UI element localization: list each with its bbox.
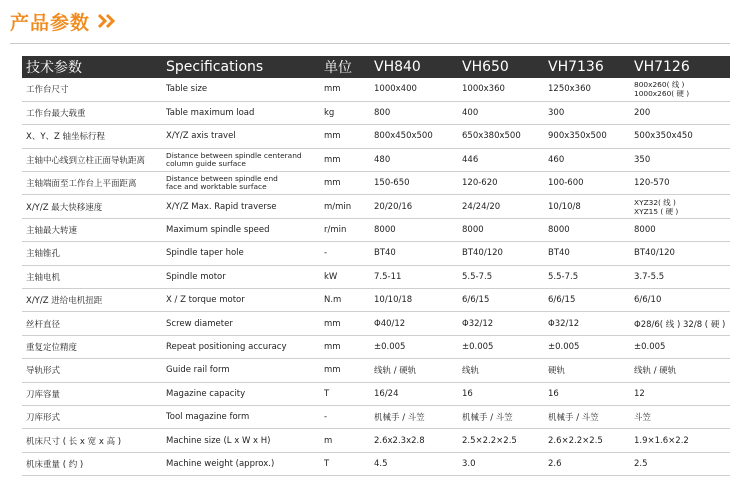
row-value: 100-600 bbox=[544, 172, 630, 195]
spec-table bbox=[22, 56, 730, 476]
table-row bbox=[22, 429, 730, 452]
row-label-en: Table size bbox=[162, 78, 320, 101]
row-value: Φ32/12 bbox=[458, 312, 544, 335]
row-value: 8000 bbox=[630, 218, 730, 241]
row-value: 1000x400 bbox=[370, 78, 458, 101]
row-value: 5.5-7.5 bbox=[458, 265, 544, 288]
row-label-en: X/Y/Z Max. Rapid traverse bbox=[162, 195, 320, 218]
row-label-en: Maximum spindle speed bbox=[162, 218, 320, 241]
row-value: 150-650 bbox=[370, 172, 458, 195]
row-label-cn: 主轴锥孔 bbox=[22, 242, 162, 265]
row-label-en bbox=[162, 148, 320, 171]
row-value bbox=[630, 195, 730, 218]
row-value: 6/6/10 bbox=[630, 289, 730, 312]
row-value: 350 bbox=[630, 148, 730, 171]
row-label-cn: 重复定位精度 bbox=[22, 335, 162, 358]
title-divider bbox=[10, 43, 730, 44]
table-row bbox=[22, 335, 730, 358]
row-unit: mm bbox=[320, 312, 370, 335]
row-value: Φ28/6( 线 ) 32/8 ( 硬 ) bbox=[630, 312, 730, 335]
row-value: 3.0 bbox=[458, 452, 544, 475]
row-value: ±0.005 bbox=[544, 335, 630, 358]
row-label-cn: 丝杆直径 bbox=[22, 312, 162, 335]
row-value: 446 bbox=[458, 148, 544, 171]
row-unit: kW bbox=[320, 265, 370, 288]
table-row bbox=[22, 148, 730, 171]
row-value-line: 800x260( 线 ) bbox=[634, 80, 685, 90]
row-value: 16 bbox=[458, 382, 544, 405]
row-value: 机械手 / 斗笠 bbox=[458, 405, 544, 428]
header-model: VH650 bbox=[458, 56, 544, 78]
header-specifications: Specifications bbox=[162, 56, 320, 78]
row-value: 3.7-5.5 bbox=[630, 265, 730, 288]
table-row bbox=[22, 195, 730, 218]
row-value: 200 bbox=[630, 101, 730, 124]
row-value: 120-570 bbox=[630, 172, 730, 195]
row-value: 400 bbox=[458, 101, 544, 124]
row-value: 10/10/8 bbox=[544, 195, 630, 218]
row-value: 10/10/18 bbox=[370, 289, 458, 312]
row-value: 480 bbox=[370, 148, 458, 171]
row-label-cn: 机床重量 ( 约 ) bbox=[22, 452, 162, 475]
header-model: VH7126 bbox=[630, 56, 730, 78]
row-value: 24/24/20 bbox=[458, 195, 544, 218]
row-unit: kg bbox=[320, 101, 370, 124]
row-value: 2.6×2.2×2.5 bbox=[544, 429, 630, 452]
row-value: 8000 bbox=[544, 218, 630, 241]
table-row bbox=[22, 101, 730, 124]
row-value: BT40 bbox=[544, 242, 630, 265]
row-unit: mm bbox=[320, 148, 370, 171]
row-value: 20/20/16 bbox=[370, 195, 458, 218]
row-value: 2.6x2.3x2.8 bbox=[370, 429, 458, 452]
header-model: VH840 bbox=[370, 56, 458, 78]
row-value: 16/24 bbox=[370, 382, 458, 405]
row-value: 线轨 bbox=[458, 359, 544, 382]
table-row bbox=[22, 452, 730, 475]
row-value: 800 bbox=[370, 101, 458, 124]
row-value: 线轨 / 硬轨 bbox=[370, 359, 458, 382]
row-value bbox=[630, 78, 730, 101]
row-label-en-line: face and worktable surface bbox=[166, 182, 267, 192]
row-unit: m/min bbox=[320, 195, 370, 218]
row-label-cn: X/Y/Z 进给电机扭距 bbox=[22, 289, 162, 312]
table-row bbox=[22, 242, 730, 265]
row-label-en: Table maximum load bbox=[162, 101, 320, 124]
row-unit: mm bbox=[320, 172, 370, 195]
row-unit: T bbox=[320, 382, 370, 405]
row-value: ±0.005 bbox=[458, 335, 544, 358]
row-unit: mm bbox=[320, 359, 370, 382]
row-value-line: XYZ32( 线 ) bbox=[634, 197, 676, 207]
row-value: Φ32/12 bbox=[544, 312, 630, 335]
row-value: 8000 bbox=[370, 218, 458, 241]
row-label-cn: 导轨形式 bbox=[22, 359, 162, 382]
row-value: 8000 bbox=[458, 218, 544, 241]
row-value: 1000x360 bbox=[458, 78, 544, 101]
row-value: 300 bbox=[544, 101, 630, 124]
row-value: 6/6/15 bbox=[458, 289, 544, 312]
row-value: 4.5 bbox=[370, 452, 458, 475]
row-label-cn: 主轴最大转速 bbox=[22, 218, 162, 241]
row-value: 6/6/15 bbox=[544, 289, 630, 312]
table-row bbox=[22, 405, 730, 428]
row-label-en-line: column guide surface bbox=[166, 158, 246, 168]
row-unit: N.m bbox=[320, 289, 370, 312]
header-unit: 单位 bbox=[320, 56, 370, 78]
row-value: Φ40/12 bbox=[370, 312, 458, 335]
row-label-en: X / Z torque motor bbox=[162, 289, 320, 312]
row-label-en bbox=[162, 172, 320, 195]
row-label-cn: 工作台尺寸 bbox=[22, 78, 162, 101]
row-value: 7.5-11 bbox=[370, 265, 458, 288]
table-row bbox=[22, 172, 730, 195]
row-unit: - bbox=[320, 405, 370, 428]
row-label-cn: 刀库容量 bbox=[22, 382, 162, 405]
row-value: 线轨 / 硬轨 bbox=[630, 359, 730, 382]
row-unit: mm bbox=[320, 125, 370, 148]
row-label-en: Repeat positioning accuracy bbox=[162, 335, 320, 358]
row-value: 机械手 / 斗笠 bbox=[544, 405, 630, 428]
row-value: 16 bbox=[544, 382, 630, 405]
row-unit: mm bbox=[320, 78, 370, 101]
table-row bbox=[22, 265, 730, 288]
row-value: 500x350x450 bbox=[630, 125, 730, 148]
row-label-en: Spindle motor bbox=[162, 265, 320, 288]
row-unit: - bbox=[320, 242, 370, 265]
row-value: 硬轨 bbox=[544, 359, 630, 382]
row-value: 900x350x500 bbox=[544, 125, 630, 148]
row-value: 机械手 / 斗笠 bbox=[370, 405, 458, 428]
table-row bbox=[22, 125, 730, 148]
row-value: 650x380x500 bbox=[458, 125, 544, 148]
table-header bbox=[22, 56, 730, 78]
row-unit: mm bbox=[320, 335, 370, 358]
row-label-en: Spindle taper hole bbox=[162, 242, 320, 265]
row-label-cn: X、Y、Z 轴坐标行程 bbox=[22, 125, 162, 148]
row-label-cn: 主轴端面至工作台上平面距离 bbox=[22, 172, 162, 195]
table-row bbox=[22, 218, 730, 241]
row-label-cn: 刀库形式 bbox=[22, 405, 162, 428]
row-label-en-line: Distance between spindle end bbox=[166, 174, 278, 184]
row-value: 2.5×2.2×2.5 bbox=[458, 429, 544, 452]
row-value: 斗笠 bbox=[630, 405, 730, 428]
row-label-en: Machine weight (approx.) bbox=[162, 452, 320, 475]
row-value: 120-620 bbox=[458, 172, 544, 195]
row-label-en: Magazine capacity bbox=[162, 382, 320, 405]
row-value: ±0.005 bbox=[630, 335, 730, 358]
row-label-cn: X/Y/Z 最大快移速度 bbox=[22, 195, 162, 218]
table-row bbox=[22, 359, 730, 382]
row-label-cn: 机床尺寸 ( 长 x 宽 x 高 ) bbox=[22, 429, 162, 452]
row-label-cn: 主轴中心线到立柱正面导轨距离 bbox=[22, 148, 162, 171]
row-value: 2.5 bbox=[630, 452, 730, 475]
row-unit: m bbox=[320, 429, 370, 452]
table-row bbox=[22, 312, 730, 335]
double-chevron-right-icon bbox=[97, 13, 117, 29]
row-value: 12 bbox=[630, 382, 730, 405]
row-value: BT40 bbox=[370, 242, 458, 265]
row-label-en: Screw diameter bbox=[162, 312, 320, 335]
table-row bbox=[22, 289, 730, 312]
row-value: 800x450x500 bbox=[370, 125, 458, 148]
row-value: 1.9×1.6×2.2 bbox=[630, 429, 730, 452]
row-label-en: Guide rail form bbox=[162, 359, 320, 382]
row-unit: T bbox=[320, 452, 370, 475]
header-model: VH7136 bbox=[544, 56, 630, 78]
row-label-en: Machine size (L x W x H) bbox=[162, 429, 320, 452]
row-label-cn: 工作台最大载重 bbox=[22, 101, 162, 124]
table-row bbox=[22, 78, 730, 101]
row-value: BT40/120 bbox=[458, 242, 544, 265]
row-label-en: Tool magazine form bbox=[162, 405, 320, 428]
header-item: 技术参数 bbox=[22, 56, 162, 78]
row-value: 5.5-7.5 bbox=[544, 265, 630, 288]
row-value-line: 1000x260( 硬 ) bbox=[634, 89, 690, 99]
row-value: BT40/120 bbox=[630, 242, 730, 265]
row-label-cn: 主轴电机 bbox=[22, 265, 162, 288]
row-value: 1250x360 bbox=[544, 78, 630, 101]
row-unit: r/min bbox=[320, 218, 370, 241]
table-row bbox=[22, 382, 730, 405]
row-value: ±0.005 bbox=[370, 335, 458, 358]
row-value-line: XYZ15 ( 硬 ) bbox=[634, 206, 679, 216]
row-value: 2.6 bbox=[544, 452, 630, 475]
row-label-en: X/Y/Z axis travel bbox=[162, 125, 320, 148]
section-title bbox=[10, 6, 117, 36]
page-title: 产品参数 bbox=[10, 11, 91, 34]
row-value: 460 bbox=[544, 148, 630, 171]
row-label-en-line: Distance between spindle centerand bbox=[166, 150, 302, 160]
